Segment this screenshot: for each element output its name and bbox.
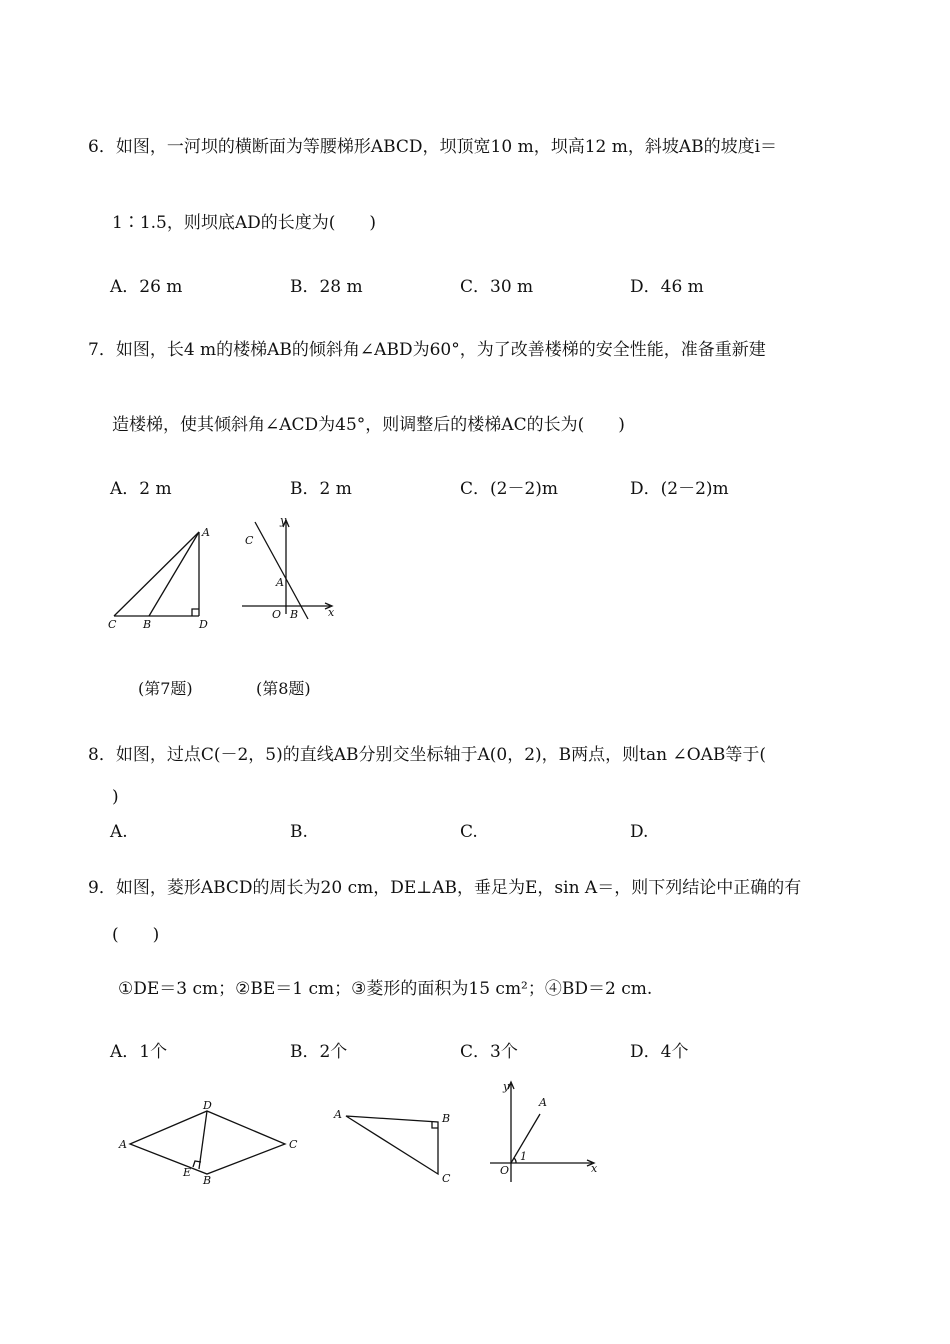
q6-line2: 1∶1.5，则坝底AD的长度为( ) <box>112 213 377 233</box>
figure-8 <box>240 514 350 624</box>
angle-label-y: y <box>503 1080 510 1093</box>
fig8-label-x: x <box>328 606 335 619</box>
fig8-label-o: O <box>272 608 282 621</box>
figure-angle <box>486 1078 606 1188</box>
q7-line1: 7．如图，长4 m的楼梯AB的倾斜角∠ABD为60°，为了改善楼梯的安全性能，准备重新建 <box>88 340 766 360</box>
q8-option-b: B. <box>290 822 308 842</box>
q8-line2: ) <box>112 787 119 807</box>
angle-label-1: 1 <box>520 1150 527 1163</box>
q8-option-c: C. <box>460 822 478 842</box>
triangle-label-a: A <box>334 1108 342 1121</box>
q9-statements: ①DE＝3 cm；②BE＝1 cm；③菱形的面积为15 cm²；④BD＝2 cm. <box>118 979 653 999</box>
q8-option-d: D. <box>630 822 649 842</box>
caption-fig7: (第7题) <box>138 679 193 698</box>
rhombus-label-b: B <box>203 1174 212 1187</box>
q9-option-d: D．4个 <box>630 1042 689 1062</box>
fig7-label-d: D <box>199 618 208 631</box>
rhombus-label-c: C <box>289 1138 298 1151</box>
fig8-label-y: y <box>280 514 287 527</box>
angle-label-o: O <box>500 1164 510 1177</box>
angle-label-a: A <box>539 1096 547 1109</box>
rhombus-label-a: A <box>119 1138 127 1151</box>
q6-line1: 6．如图，一河坝的横断面为等腰梯形ABCD，坝顶宽10 m，坝高12 m，斜坡AB的坡度i＝ <box>88 137 778 157</box>
q6-option-b: B．28 m <box>290 277 363 297</box>
q8-option-a: A. <box>110 822 128 842</box>
triangle-label-c: C <box>442 1172 451 1185</box>
q7-option-a: A．2 m <box>110 479 172 499</box>
rhombus-label-e: E <box>183 1166 192 1179</box>
fig8-label-c: C <box>245 534 254 547</box>
rhombus-label-d: D <box>203 1099 212 1112</box>
q9-option-c: C．3个 <box>460 1042 518 1062</box>
q6-option-c: C．30 m <box>460 277 534 297</box>
fig7-label-b: B <box>143 618 152 631</box>
figure-rhombus <box>115 1100 315 1190</box>
q9-option-a: A．1个 <box>110 1042 168 1062</box>
q7-option-d: D．(2－2)m <box>630 479 729 499</box>
figure-7 <box>104 522 214 632</box>
q7-option-b: B．2 m <box>290 479 352 499</box>
q9-option-b: B．2个 <box>290 1042 348 1062</box>
fig7-label-a: A <box>202 526 210 539</box>
fig8-label-b: B <box>290 608 299 621</box>
caption-fig8: (第8题) <box>256 679 311 698</box>
q6-option-a: A．26 m <box>110 277 183 297</box>
angle-label-x: x <box>591 1162 598 1175</box>
figure-right-triangle <box>332 1104 462 1184</box>
q8-line1: 8．如图，过点C(－2，5)的直线AB分别交坐标轴于A(0，2)，B两点，则tan ∠OAB等于( <box>88 745 767 765</box>
fig8-label-a: A <box>276 576 284 589</box>
q6-option-d: D．46 m <box>630 277 704 297</box>
q9-line2: ( ) <box>112 925 160 945</box>
triangle-label-b: B <box>442 1112 451 1125</box>
q7-option-c: C．(2－2)m <box>460 479 559 499</box>
q9-line1: 9．如图，菱形ABCD的周长为20 cm，DE⊥AB，垂足为E，sin A＝，则下列结论中正确的有 <box>88 878 802 898</box>
fig7-label-c: C <box>108 618 117 631</box>
q7-line2: 造楼梯，使其倾斜角∠ACD为45°，则调整后的楼梯AC的长为( ) <box>112 415 625 435</box>
